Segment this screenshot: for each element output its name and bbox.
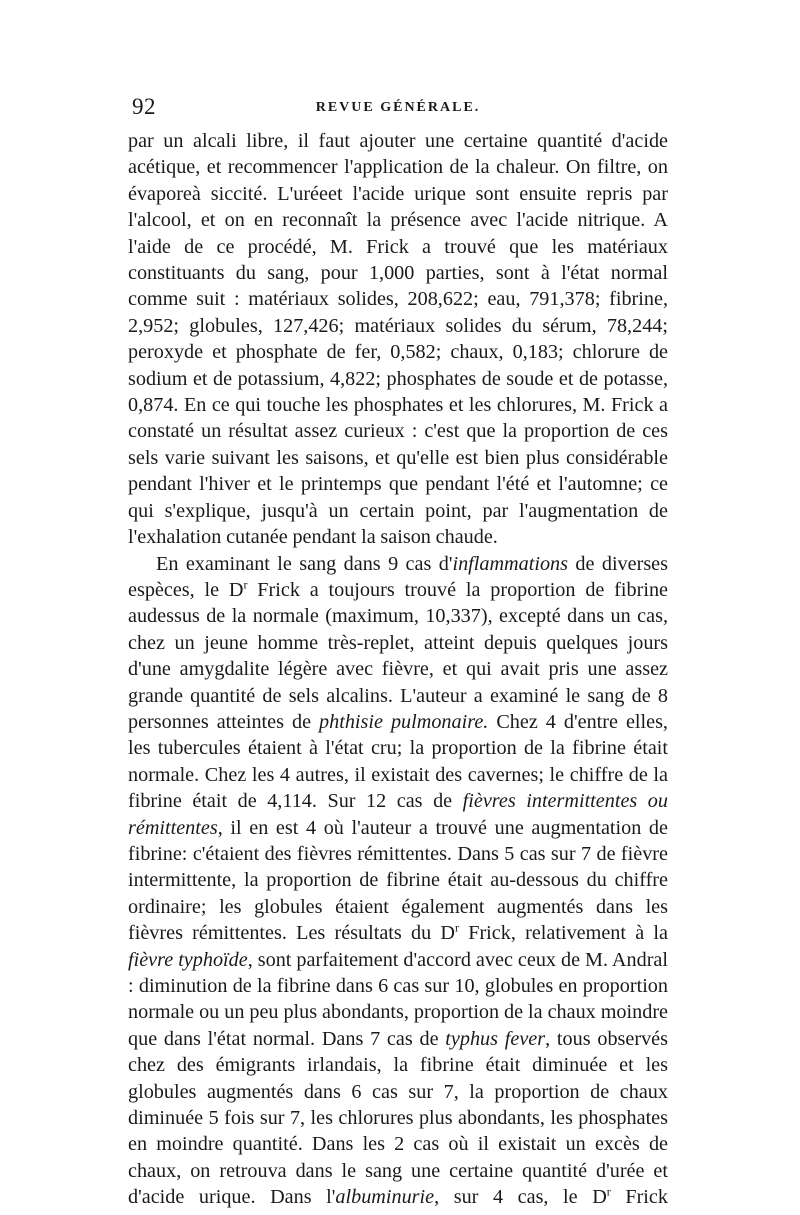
- page-number: 92: [132, 94, 156, 119]
- paragraph-2: [128, 551, 668, 1211]
- text-run: Chez 4 d'entre elles, les tubercules étaient à l'état cru; la proportion de la fibrine était normale. Chez les 4 autres, il existait des cavernes; le chiffre de la fibrine était de 4,114. Sur 12 cas de: [128, 710, 668, 813]
- paragraph-1: [128, 128, 668, 551]
- text-run: , sont parfaitement d'accord avec ceux de M. Andral : diminution de la fibrine dans 6 cas sur 10, globules en proportion normale ou un peu plus abondants, proportion de la chaux moindre que dans l'état normal. Dans 7 cas de: [128, 948, 668, 1050]
- superscript-r: r: [606, 1184, 611, 1199]
- italic-term-phthisie: phthisie pulmonaire.: [319, 710, 489, 733]
- text-run: Frick a toujours trouvé la proportion de fibrine audessus de la normale (maximum, 10,337), excepté dans un cas, chez un jeune homme très-replet, atteint depuis quelques jours d'une amygdalite légère avec fièvre, et qui avait pris une assez grande quantité de sels alcalins. L'auteur a examiné le sang de 8 personnes atteintes de: [128, 578, 668, 733]
- italic-term-fievres: fièvres intermittentes ou rémittentes: [128, 790, 668, 839]
- superscript-r: r: [455, 920, 459, 935]
- italic-term-inflammations: inflammations: [452, 552, 568, 575]
- book-page: [128, 92, 668, 1211]
- body-text: [128, 128, 668, 1211]
- text-run: , il en est 4 où l'auteur a trouvé une augmentation de fibrine: c'étaient des fièvres rémittentes. Dans 5 cas sur 7 de fièvre intermittente, la proportion de fibrine était au-dessous du chiffre ordinaire; les globules étaient également augmentés dans les fièvres rémittentes. Les résultats du D: [128, 816, 668, 945]
- text-run: Frick, relativement à la: [459, 922, 668, 945]
- italic-term-albuminurie: albuminurie: [335, 1186, 435, 1209]
- italic-term-typhus: typhus fever: [445, 1027, 546, 1050]
- paragraph-1-text: par un alcali libre, il faut ajouter une certaine quantité d'acide acétique, et recommencer l'application de la chaleur. On filtre, on évaporeà siccité. L'uréeet l'acide urique sont ensuite repris par l'alcool, et on en reconnaît la présence avec l'acide nitrique. A l'aide de ce procédé, M. Frick a trouvé que les matériaux constituants du sang, pour 1,000 parties, sont à l'état normal comme suit : matériaux solides, 208,622; eau, 791,378; fibrine, 2,952; globules, 127,426; matériaux solides du sérum, 78,244; peroxyde et phosphate de fer, 0,582; chaux, 0,183; chlorure de sodium et de potassium, 4,822; phosphates de soude et de potasse, 0,874. En ce qui touche les phosphates et les chlorures, M. Frick a constaté un résultat assez curieux : c'est que la proportion de ces sels varie suivant les saisons, et qu'elle est bien plus considérable pendant l'hiver et le printemps que pendant l'été et l'automne; ce qui s'explique, jusqu'à un certain point, par l'augmentation de l'exhalation cutanée pendant la saison chaude.: [128, 130, 668, 549]
- running-title: REVUE GÉNÉRALE.: [315, 100, 481, 115]
- running-header: [128, 92, 668, 122]
- text-run: de diverses espèces, le D: [128, 552, 668, 601]
- italic-term-typhoide: fièvre typhoïde: [128, 948, 248, 971]
- text-run: , sur 4 cas, le D: [434, 1186, 607, 1209]
- superscript-r: r: [243, 577, 248, 592]
- text-run: Frick: [610, 1186, 668, 1209]
- text-run: En examinant le sang dans 9 cas d': [156, 552, 453, 575]
- text-run: , tous observés chez des émigrants irlandais, la fibrine était diminuée et les globules augmentés dans 6 cas sur 7, la proportion de chaux diminuée 5 fois sur 7, les chlorures plus abondants, les phosphates en moindre quantité. Dans les 2 cas où il existait un excès de chaux, on retrouva dans le sang une certaine quantité d'urée et d'acide urique. Dans l': [128, 1027, 668, 1209]
